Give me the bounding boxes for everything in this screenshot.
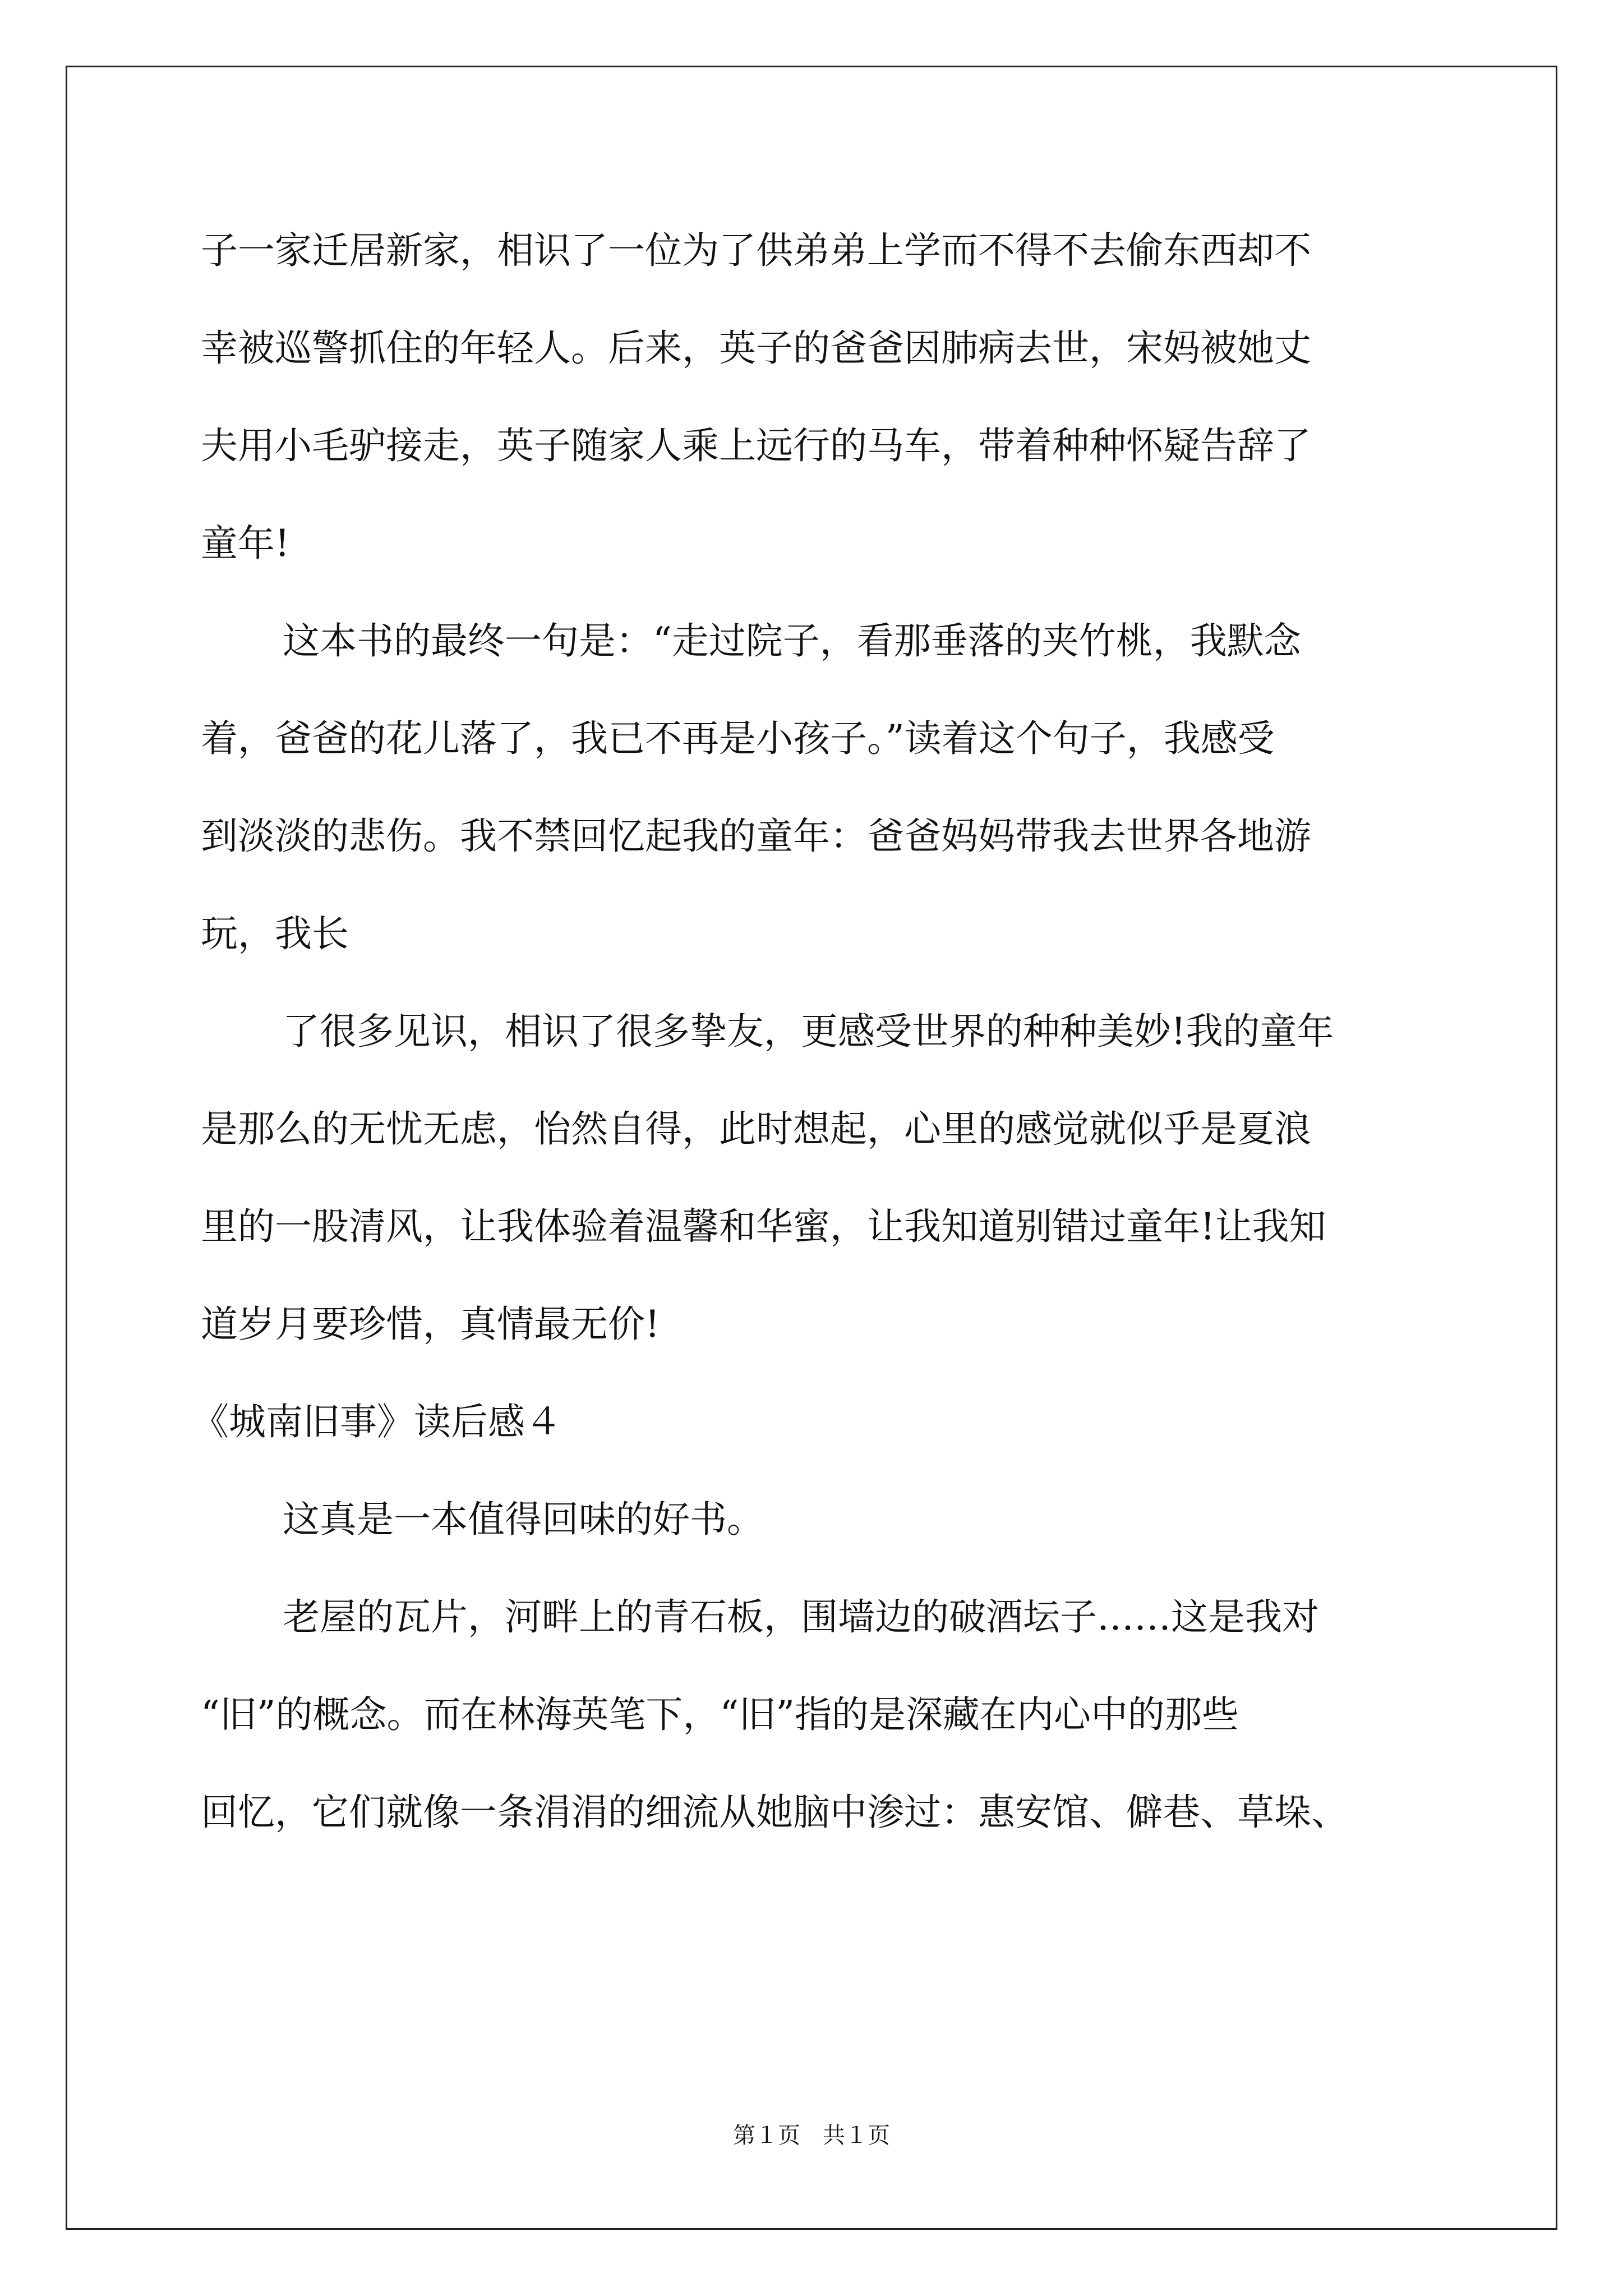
text-line: 了很多见识，相识了很多挚友，更感受世界的种种美妙!我的童年 xyxy=(283,1010,1334,1053)
text-line: 里的一股清风，让我体验着温馨和华蜜，让我知道别错过童年!让我知 xyxy=(201,1205,1326,1248)
text-line: 到淡淡的悲伤。我不禁回忆起我的童年：爸爸妈妈带我去世界各地游 xyxy=(201,815,1311,858)
text-line: 这真是一本值得回味的好书。 xyxy=(283,1498,764,1541)
page-footer: 第１页 共１页 xyxy=(733,2123,890,2148)
section-heading: 《城南旧事》读后感４ xyxy=(192,1400,562,1443)
text-line: “旧”的概念。而在林海英笔下，“旧”指的是深藏在内心中的那些 xyxy=(201,1693,1239,1736)
text-line: 回忆，它们就像一条涓涓的细流从她脑中渗过：惠安馆、僻巷、草垛、 xyxy=(201,1791,1348,1834)
text-line: 老屋的瓦片，河畔上的青石板，围墙边的破酒坛子……这是我对 xyxy=(283,1595,1319,1639)
text-line: 这本书的最终一句是：“走过院子，看那垂落的夹竹桃，我默念 xyxy=(283,619,1301,662)
text-line: 夫用小毛驴接走，英子随家人乘上远行的马车，带着种种怀疑告辞了 xyxy=(201,424,1311,467)
text-line: 子一家迁居新家，相识了一位为了供弟弟上学而不得不去偷东西却不 xyxy=(201,229,1311,272)
text-line: 着，爸爸的花儿落了，我已不再是小孩子。”读着这个句子，我感受 xyxy=(201,717,1275,760)
text-line: 玩，我长 xyxy=(201,912,349,955)
document-body xyxy=(192,202,1429,1861)
text-line: 道岁月要珍惜，真情最无价! xyxy=(201,1303,660,1346)
text-line: 幸被巡警抓住的年轻人。后来，英子的爸爸因肺病去世，宋妈被她丈 xyxy=(201,326,1311,370)
text-line: 是那么的无忧无虑，怡然自得，此时想起，心里的感觉就似乎是夏浪 xyxy=(201,1107,1311,1151)
text-line: 童年! xyxy=(201,522,290,565)
